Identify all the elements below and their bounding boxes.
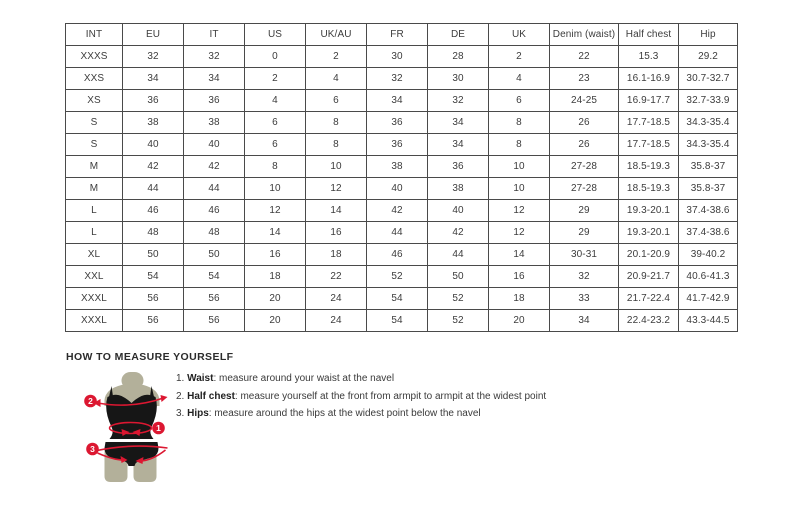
table-cell: 32 <box>123 46 184 68</box>
step-text: : measure around your waist at the navel <box>213 373 395 384</box>
table-cell: 39-40.2 <box>679 244 738 266</box>
table-cell: 2 <box>306 46 367 68</box>
measure-steps <box>176 372 546 425</box>
table-cell: 20 <box>489 310 550 332</box>
table-cell: 20.1-20.9 <box>619 244 679 266</box>
table-cell: 34 <box>428 134 489 156</box>
table-cell: 30 <box>428 68 489 90</box>
table-cell: 22 <box>550 46 619 68</box>
table-row <box>66 68 738 90</box>
table-cell: 22.4-23.2 <box>619 310 679 332</box>
table-cell: 24 <box>306 310 367 332</box>
table-cell: 14 <box>489 244 550 266</box>
table-cell: 20 <box>245 288 306 310</box>
table-cell: 17.7-18.5 <box>619 134 679 156</box>
table-cell: 44 <box>123 178 184 200</box>
table-cell: 37.4-38.6 <box>679 222 738 244</box>
table-row <box>66 90 738 112</box>
step-label: Hips <box>187 408 209 419</box>
step-text: : measure around the hips at the widest point below the navel <box>208 408 481 419</box>
table-cell: 14 <box>306 200 367 222</box>
table-cell: 40 <box>367 178 428 200</box>
table-cell: 0 <box>245 46 306 68</box>
table-cell: 50 <box>184 244 245 266</box>
table-row <box>66 200 738 222</box>
badge-3-label: 3 <box>90 444 95 454</box>
table-cell: 18 <box>489 288 550 310</box>
column-header: UK/AU <box>306 24 367 46</box>
table-row <box>66 46 738 68</box>
table-cell: L <box>66 222 123 244</box>
table-cell: 8 <box>306 112 367 134</box>
table-cell: 48 <box>184 222 245 244</box>
table-cell: 28 <box>428 46 489 68</box>
table-cell: 36 <box>428 156 489 178</box>
table-cell: 38 <box>428 178 489 200</box>
column-header: Denim (waist) <box>550 24 619 46</box>
table-cell: 56 <box>184 288 245 310</box>
table-cell: 54 <box>184 266 245 288</box>
table-cell: 32 <box>184 46 245 68</box>
table-cell: 27-28 <box>550 156 619 178</box>
step-number: 2. <box>176 390 188 402</box>
table-cell: 6 <box>306 90 367 112</box>
table-cell: 42 <box>123 156 184 178</box>
table-row <box>66 310 738 332</box>
table-row <box>66 266 738 288</box>
table-cell: 36 <box>123 90 184 112</box>
table-cell: 10 <box>245 178 306 200</box>
column-header: FR <box>367 24 428 46</box>
table-cell: 8 <box>245 156 306 178</box>
table-cell: 33 <box>550 288 619 310</box>
table-cell: 54 <box>367 310 428 332</box>
table-cell: 52 <box>428 310 489 332</box>
table-cell: 16 <box>306 222 367 244</box>
table-cell: 34 <box>428 112 489 134</box>
table-cell: 16.9-17.7 <box>619 90 679 112</box>
table-cell: 52 <box>428 288 489 310</box>
table-cell: 42 <box>367 200 428 222</box>
table-cell: 40 <box>184 134 245 156</box>
table-cell: 15.3 <box>619 46 679 68</box>
table-cell: 54 <box>367 288 428 310</box>
table-cell: 38 <box>184 112 245 134</box>
table-cell: 50 <box>123 244 184 266</box>
table-cell: M <box>66 156 123 178</box>
table-cell: 30 <box>367 46 428 68</box>
table-cell: 18 <box>306 244 367 266</box>
table-cell: 21.7-22.4 <box>619 288 679 310</box>
table-cell: 24 <box>306 288 367 310</box>
table-cell: 18.5-19.3 <box>619 178 679 200</box>
table-header-row <box>66 24 738 46</box>
table-cell: 24-25 <box>550 90 619 112</box>
table-cell: 6 <box>245 112 306 134</box>
table-cell: 10 <box>306 156 367 178</box>
table-row <box>66 156 738 178</box>
table-cell: M <box>66 178 123 200</box>
table-cell: 18.5-19.3 <box>619 156 679 178</box>
table-cell: 38 <box>123 112 184 134</box>
column-header: Hip <box>679 24 738 46</box>
table-cell: XS <box>66 90 123 112</box>
column-header: US <box>245 24 306 46</box>
table-cell: S <box>66 134 123 156</box>
table-cell: 36 <box>367 112 428 134</box>
table-cell: 22 <box>306 266 367 288</box>
badge-1-label: 1 <box>156 423 161 433</box>
table-cell: 36 <box>367 134 428 156</box>
table-row <box>66 134 738 156</box>
table-cell: 32 <box>550 266 619 288</box>
table-cell: 40 <box>123 134 184 156</box>
table-cell: 32.7-33.9 <box>679 90 738 112</box>
table-cell: XL <box>66 244 123 266</box>
table-cell: 29 <box>550 200 619 222</box>
table-cell: 54 <box>123 266 184 288</box>
table-cell: XXXL <box>66 310 123 332</box>
table-cell: 10 <box>489 156 550 178</box>
table-cell: 17.7-18.5 <box>619 112 679 134</box>
table-cell: 18 <box>245 266 306 288</box>
table-cell: 32 <box>428 90 489 112</box>
table-cell: 4 <box>245 90 306 112</box>
table-cell: 16.1-16.9 <box>619 68 679 90</box>
table-cell: 27-28 <box>550 178 619 200</box>
step-text: : measure yourself at the front from armpit to armpit at the widest point <box>234 390 547 402</box>
table-cell: 40 <box>428 200 489 222</box>
table-cell: 20.9-21.7 <box>619 266 679 288</box>
table-row <box>66 222 738 244</box>
table-cell: 37.4-38.6 <box>679 200 738 222</box>
table-cell: 16 <box>489 266 550 288</box>
table-cell: 34 <box>367 90 428 112</box>
table-cell: 44 <box>367 222 428 244</box>
column-header: Half chest <box>619 24 679 46</box>
table-cell: 32 <box>367 68 428 90</box>
step-label: Waist <box>187 373 214 384</box>
table-cell: 34.3-35.4 <box>679 112 738 134</box>
table-cell: 8 <box>489 134 550 156</box>
table-cell: 20 <box>245 310 306 332</box>
table-cell: 56 <box>184 310 245 332</box>
table-cell: 34 <box>123 68 184 90</box>
table-cell: 48 <box>123 222 184 244</box>
section-heading: HOW TO MEASURE YOURSELF <box>66 351 234 363</box>
table-cell: 4 <box>306 68 367 90</box>
table-cell: XXS <box>66 68 123 90</box>
table-cell: 19.3-20.1 <box>619 200 679 222</box>
table-cell: 50 <box>428 266 489 288</box>
table-cell: 52 <box>367 266 428 288</box>
table-cell: 6 <box>489 90 550 112</box>
column-header: DE <box>428 24 489 46</box>
measure-step <box>176 390 546 403</box>
table-cell: 8 <box>306 134 367 156</box>
table-cell: 2 <box>489 46 550 68</box>
column-header: EU <box>123 24 184 46</box>
table-cell: 12 <box>489 200 550 222</box>
table-cell: 35.8-37 <box>679 156 738 178</box>
step-label: Half chest <box>187 390 235 402</box>
table-cell: 12 <box>489 222 550 244</box>
table-cell: 35.8-37 <box>679 178 738 200</box>
table-cell: 26 <box>550 134 619 156</box>
measure-step <box>176 407 546 420</box>
table-cell: 14 <box>245 222 306 244</box>
table-cell: 41.7-42.9 <box>679 288 738 310</box>
table-cell: S <box>66 112 123 134</box>
table-cell: 16 <box>245 244 306 266</box>
table-cell: 40.6-41.3 <box>679 266 738 288</box>
table-cell: 43.3-44.5 <box>679 310 738 332</box>
table-cell: 42 <box>428 222 489 244</box>
table-cell: 10 <box>489 178 550 200</box>
table-cell: 29.2 <box>679 46 738 68</box>
table-cell: 4 <box>489 68 550 90</box>
table-body <box>66 46 738 332</box>
step-number: 1. <box>176 373 188 384</box>
table-cell: 2 <box>245 68 306 90</box>
table-cell: XXL <box>66 266 123 288</box>
table-cell: 34.3-35.4 <box>679 134 738 156</box>
step-number: 3. <box>176 408 188 419</box>
column-header: IT <box>184 24 245 46</box>
table-row <box>66 244 738 266</box>
table-cell: XXXS <box>66 46 123 68</box>
table-cell: 30-31 <box>550 244 619 266</box>
table-cell: 29 <box>550 222 619 244</box>
table-cell: 42 <box>184 156 245 178</box>
table-cell: 44 <box>184 178 245 200</box>
column-header: UK <box>489 24 550 46</box>
table-cell: 23 <box>550 68 619 90</box>
table-row <box>66 288 738 310</box>
table-cell: 12 <box>306 178 367 200</box>
table-cell: L <box>66 200 123 222</box>
table-cell: 46 <box>123 200 184 222</box>
table-cell: 34 <box>184 68 245 90</box>
table-cell: 30.7-32.7 <box>679 68 738 90</box>
table-cell: 56 <box>123 288 184 310</box>
table-row <box>66 178 738 200</box>
table-cell: 36 <box>184 90 245 112</box>
table-cell: 12 <box>245 200 306 222</box>
table-cell: 46 <box>367 244 428 266</box>
table-cell: 44 <box>428 244 489 266</box>
table-cell: 8 <box>489 112 550 134</box>
size-chart-table <box>65 23 738 332</box>
table-cell: 19.3-20.1 <box>619 222 679 244</box>
table-cell: 56 <box>123 310 184 332</box>
table-cell: 26 <box>550 112 619 134</box>
table-cell: 46 <box>184 200 245 222</box>
table-row <box>66 112 738 134</box>
badge-2-label: 2 <box>88 396 93 406</box>
table-cell: XXXL <box>66 288 123 310</box>
measure-step <box>176 372 546 385</box>
table-cell: 34 <box>550 310 619 332</box>
table-cell: 6 <box>245 134 306 156</box>
table-cell: 38 <box>367 156 428 178</box>
column-header: INT <box>66 24 123 46</box>
